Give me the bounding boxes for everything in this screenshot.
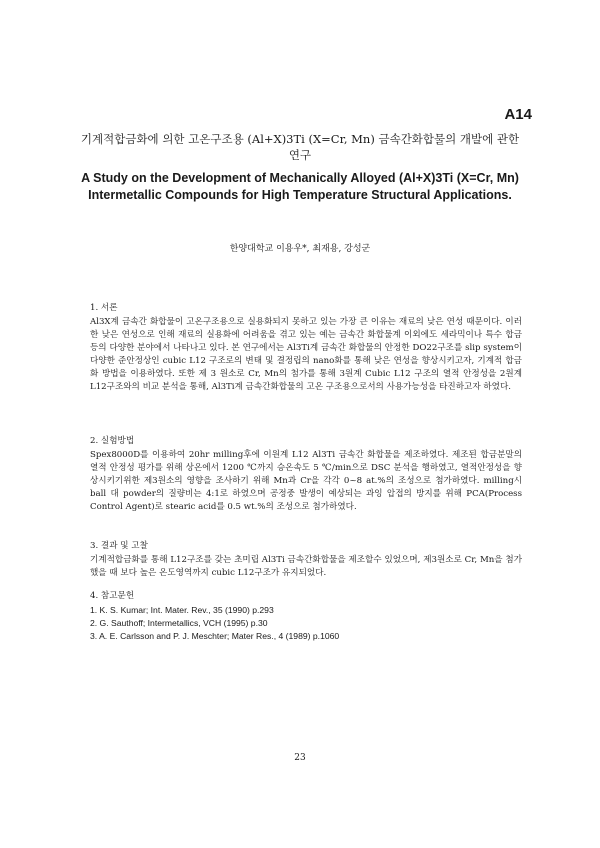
section-introduction bbox=[90, 302, 522, 394]
paper-code: A14 bbox=[504, 106, 532, 123]
english-title: A Study on the Development of Mechanically Alloyed (Al+X)3Ti (X=Cr, Mn) Intermetallic Compounds for High Temperature Structural Applications. bbox=[81, 171, 519, 202]
section-references bbox=[90, 590, 522, 643]
reference-item: 1. K. S. Kumar; Int. Mater. Rev., 35 (1990) p.293 bbox=[90, 605, 274, 615]
section-methods bbox=[90, 435, 522, 514]
korean-title: 기계적합금화에 의한 고온구조용 (Al+X)3Ti (X=Cr, Mn) 금속간화합물의 개발에 관한 연구 bbox=[80, 132, 520, 162]
reference-item: 2. G. Sauthoff; Intermetallics, VCH (1995) p.30 bbox=[90, 618, 268, 628]
section-results bbox=[90, 540, 522, 580]
section-body: Spex8000D를 이용하여 20hr milling후에 이원계 L12 Al3Ti 금속간 화합물을 제조하였다. 제조된 합금분말의 열적 안정성 평가를 위해 상온에서 1200 ℃까지 승온속도 5 ℃/min으로 DSC 분석을 행하였고, 열적안정성을 향상시키기위한 제3원소의 영향을 조사하기 위해 Mn과 Cr을 각각 0~8 at.%의 조성으로 첨가하였다. milling시 ball 대 powder의 질량비는 4:1로 하였으며 공정중 발생이 예상되는 과잉 압접의 방지를 위해 PCA(Process Control Agent)로 stearic acid를 0.5 wt.%의 조성으로 첨가하였다. bbox=[90, 450, 522, 512]
section-heading: 4. 참고문헌 bbox=[90, 591, 135, 601]
section-heading: 3. 결과 및 고찰 bbox=[90, 541, 148, 551]
section-heading: 2. 실험방법 bbox=[90, 436, 135, 446]
page-number: 23 bbox=[294, 753, 306, 763]
section-body: 기계적합금화를 통해 L12구조를 갖는 초미립 Al3Ti 금속간화합물을 제조할수 있었으며, 제3원소로 Cr, Mn을 첨가했을 때 보다 높은 온도영역까지 cubic L12구조가 유지되었다. bbox=[90, 555, 522, 578]
section-body: Al3X계 금속간 화합물이 고온구조용으로 실용화되지 못하고 있는 가장 큰 이유는 재료의 낮은 연성 때문이다. 이러한 낮은 연성으로 인해 재료의 실용화에 어려움을 겪고 있는 예는 금속간 화합물계 이외에도 세라믹이나 특수 합금 등의 다양한 분야에서 나타나고 있다. 본 연구에서는 Al3Ti계 금속간 화합물의 안정한 DO22구조를 slip system이 다양한 준안정상인 cubic L12 구조로의 변태 및 결정립의 nano화를 통해 낮은 연성을 향상시키고자, 기계적 합금화 방법을 이용하였다. 또한 제 3 원소로 Cr, Mn의 첨가를 통해 3원계 Cubic L12 구조의 열적 안정성을 2원계 L12구조와의 비교 분석을 통해, Al3Ti계 금속간화합물의 고온 구조용으로서의 사용가능성을 타진하고자 하였다. bbox=[90, 317, 522, 392]
reference-item: 3. A. E. Carlsson and P. J. Meschter; Mater Res., 4 (1989) p.1060 bbox=[90, 631, 340, 641]
authors: 한양대학교 이용우*, 최재용, 강성군 bbox=[229, 244, 371, 254]
section-heading: 1. 서론 bbox=[90, 303, 118, 313]
